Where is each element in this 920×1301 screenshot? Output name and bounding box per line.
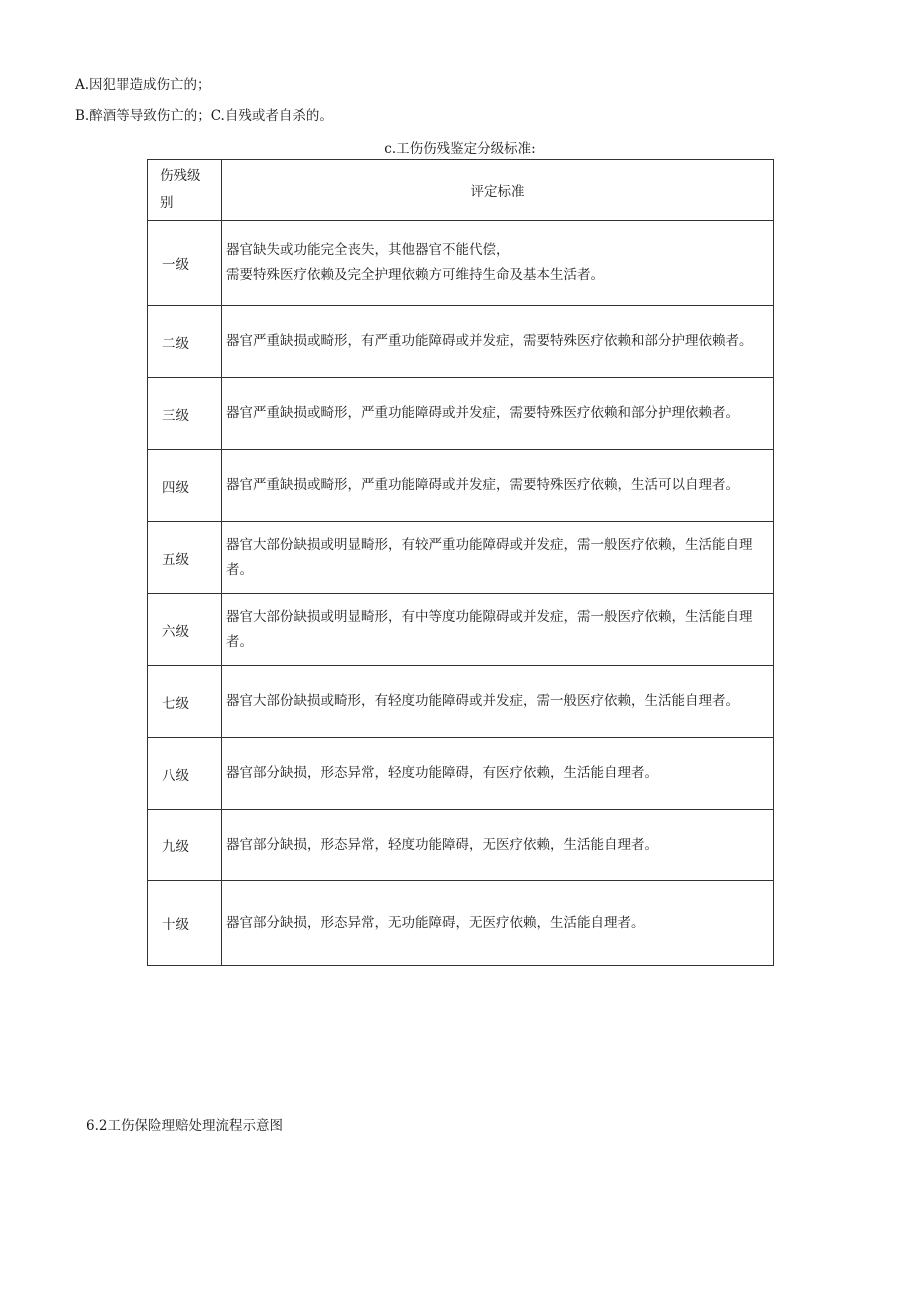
table-row	[148, 594, 774, 666]
table-row	[148, 306, 774, 378]
grade-level-cell: 四级	[148, 450, 222, 522]
header-criteria: 评定标准	[222, 160, 774, 221]
section-heading: 6.2工伤保险理赔处理流程示意图	[86, 1118, 283, 1134]
grade-level-cell: 七级	[148, 666, 222, 738]
grade-level-cell: 一级	[148, 221, 222, 306]
grade-criteria-cell: 器官严重缺损或畸形，严重功能障碍或并发症，需要特殊医疗依赖，生活可以自理者。	[222, 450, 774, 522]
table-row	[148, 810, 774, 881]
grade-criteria-cell: 器官部分缺损，形态异常，轻度功能障碍，有医疗依赖，生活能自理者。	[222, 738, 774, 810]
grade-criteria-cell: 器官大部份缺损或明显畸形，有较严重功能障碍或并发症，需一般医疗依赖，生活能自理者。	[222, 522, 774, 594]
grade-criteria-cell: 器官部分缺损，形态异常，无功能障碍，无医疗依赖，生活能自理者。	[222, 881, 774, 966]
table-row	[148, 450, 774, 522]
grade-level-cell: 九级	[148, 810, 222, 881]
grade-level-cell: 八级	[148, 738, 222, 810]
grade-level-cell: 十级	[148, 881, 222, 966]
grade-level-cell: 三级	[148, 378, 222, 450]
grade-criteria-cell: 器官缺失或功能完全丧失，其他器官不能代偿， 需要特殊医疗依赖及完全护理依赖方可维持生命及基本生活者。	[222, 221, 774, 306]
table-row	[148, 522, 774, 594]
table-caption: c.工伤伤残鉴定分级标准:	[384, 141, 536, 157]
paragraph-exclusion-b-c: B.醉酒等导致伤亡的；C.自残或者自杀的。	[75, 108, 333, 124]
grade-criteria-cell: 器官大部份缺损或明显畸形，有中等度功能隙碍或并发症，需一般医疗依赖，生活能自理者。	[222, 594, 774, 666]
table-row	[148, 666, 774, 738]
table-row	[148, 738, 774, 810]
table-header-row	[148, 160, 774, 221]
table-row	[148, 881, 774, 966]
grade-level-cell: 六级	[148, 594, 222, 666]
grade-criteria-cell: 器官严重缺损或畸形，有严重功能障碍或并发症，需要特殊医疗依赖和部分护理依赖者。	[222, 306, 774, 378]
grade-criteria-cell: 器官部分缺损，形态异常，轻度功能障碍，无医疗依赖，生活能自理者。	[222, 810, 774, 881]
table-row	[148, 378, 774, 450]
table-row	[148, 221, 774, 306]
paragraph-exclusion-a: A.因犯罪造成伤亡的；	[75, 77, 211, 93]
grade-level-cell: 二级	[148, 306, 222, 378]
grade-criteria-cell: 器官严重缺损或畸形，严重功能障碍或并发症，需要特殊医疗依赖和部分护理依赖者。	[222, 378, 774, 450]
grade-level-cell: 五级	[148, 522, 222, 594]
disability-grade-table	[147, 159, 774, 966]
header-level: 伤残级别	[148, 160, 222, 221]
grade-criteria-cell: 器官大部份缺损或畸形，有轻度功能障碍或并发症，需一般医疗依赖，生活能自理者。	[222, 666, 774, 738]
